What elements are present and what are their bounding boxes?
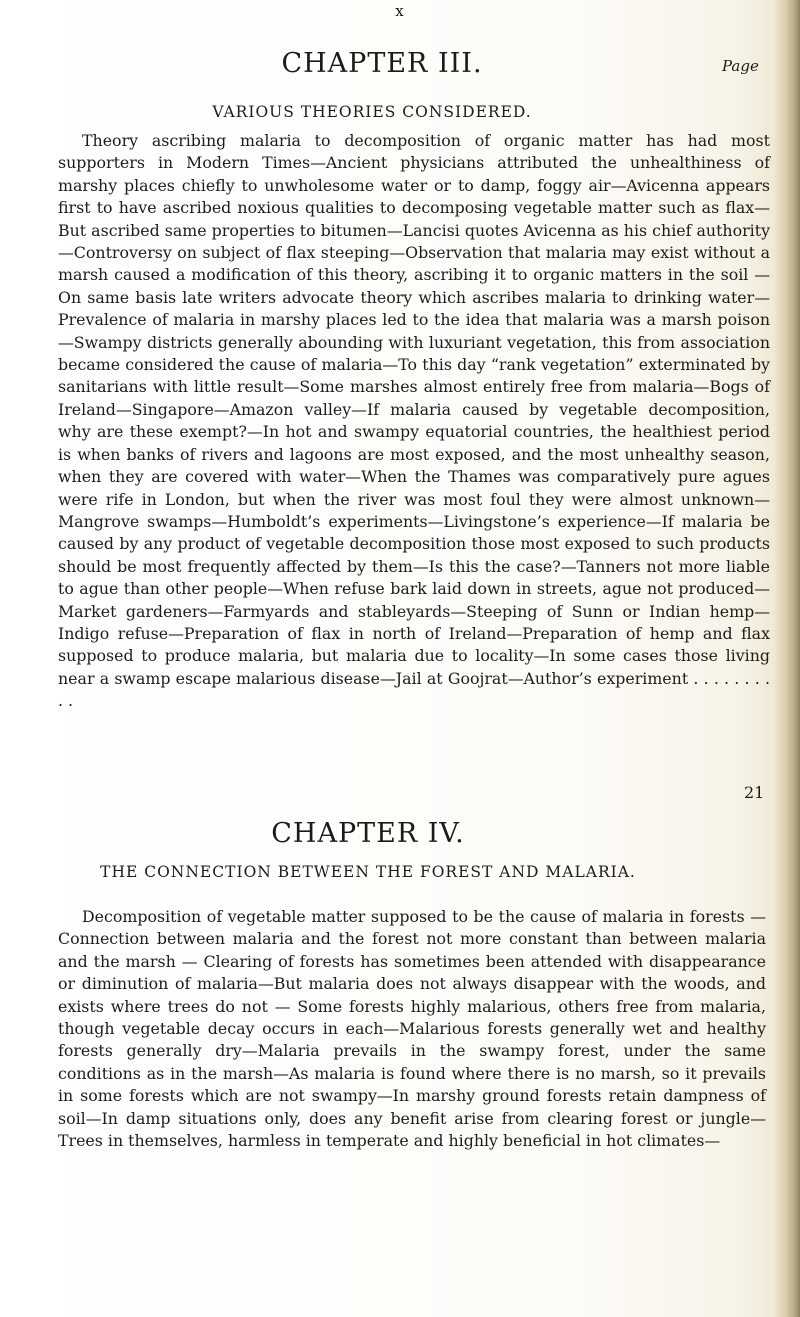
page-column-label: Page	[722, 57, 759, 75]
chapter-4-summary-text: Decomposition of vegetable matter supposed to be the cause of malaria in forests — Connection between malaria and the forest not more constant than between malaria and the marsh — Clearing of forests has sometimes been attended with disappearance or diminution of malaria—But malaria does not always disappear with the woods, and exists where trees do not — Some forests highly malarious, others free from malaria, though vegetable decay occurs in each—Malarious forests generally wet and healthy forests generally dry—Malaria prevails in the swampy forest, under the same conditions as in the marsh—As malaria is found where there is no marsh, so it prevails in some forests which are not swampy—In marshy ground forests retain dampness of soil—In damp situations only, does any benefit arise from clearing forest or jungle—Trees in themselves, harmless in temperate and highly beneficial in hot climates—	[58, 907, 766, 1151]
chapter-3-title: VARIOUS THEORIES CONSIDERED.	[212, 103, 532, 121]
page-number: x	[395, 2, 405, 20]
chapter-3-summary-text: Theory ascribing malaria to decomposition of organic matter has had most supporters in Modern Times—Ancient physicians attributed the unhealthiness of marshy places chiefly to unwholesome water or to damp, foggy air—Avicenna appears first to have ascribed noxious qualities to decomposing vegetable matter such as flax—But ascribed same properties to bitumen—Lancisi quotes Avicenna as his chief authority—Controversy on subject of flax steeping—Observation that malaria may exist without a marsh caused a modification of this theory, ascribing it to organic matters in the soil —On same basis late writers advocate theory which ascribes malaria to drinking water—Prevalence of malaria in marshy places led to the idea that malaria was a marsh poison—Swampy districts generally abounding with luxuriant vegetation, this from association became considered the cause of malaria—To this day “rank vegetation” exterminated by sanitarians with little result—Some marshes almost entirely free from malaria—Bogs of Ireland—Singapore—Amazon valley—If malaria caused by vegetable decomposition, why are these exempt?—In hot and swampy equatorial countries, the healthiest period is when banks of rivers and lagoons are most exposed, and the most unhealthy season, when they are covered with water—When the Thames was comparatively pure agues were rife in London, but when the river was most foul they were almost unknown—Mangrove swamps—Humboldt’s experiments—Livingstone’s experience—If malaria be caused by any product of vegetable decomposition those most exposed to such products should be most frequently affected by them—Is this the case?—Tanners not more liable to ague than other people—When refuse bark laid down in streets, ague not produced—Market gardeners—Farmyards and stableyards—Steeping of Sunn or Indian hemp—Indigo refuse—Preparation of flax in north of Ireland—Preparation of hemp and flax supposed to produce malaria, but malaria due to locality—In some cases those living near a swamp escape malarious disease—Jail at Goojrat—Author’s experiment . . . . . . . . . .	[58, 131, 770, 711]
chapter-3-page-ref: 21	[744, 783, 765, 802]
chapter-3-summary	[58, 130, 770, 713]
chapter-3-heading: CHAPTER III.	[281, 48, 483, 79]
chapter-4-summary	[58, 906, 766, 1152]
chapter-4-title: THE CONNECTION BETWEEN THE FOREST AND MALARIA.	[100, 863, 636, 881]
chapter-4-heading: CHAPTER IV.	[271, 818, 465, 849]
page-edge-shadow	[774, 0, 800, 1317]
